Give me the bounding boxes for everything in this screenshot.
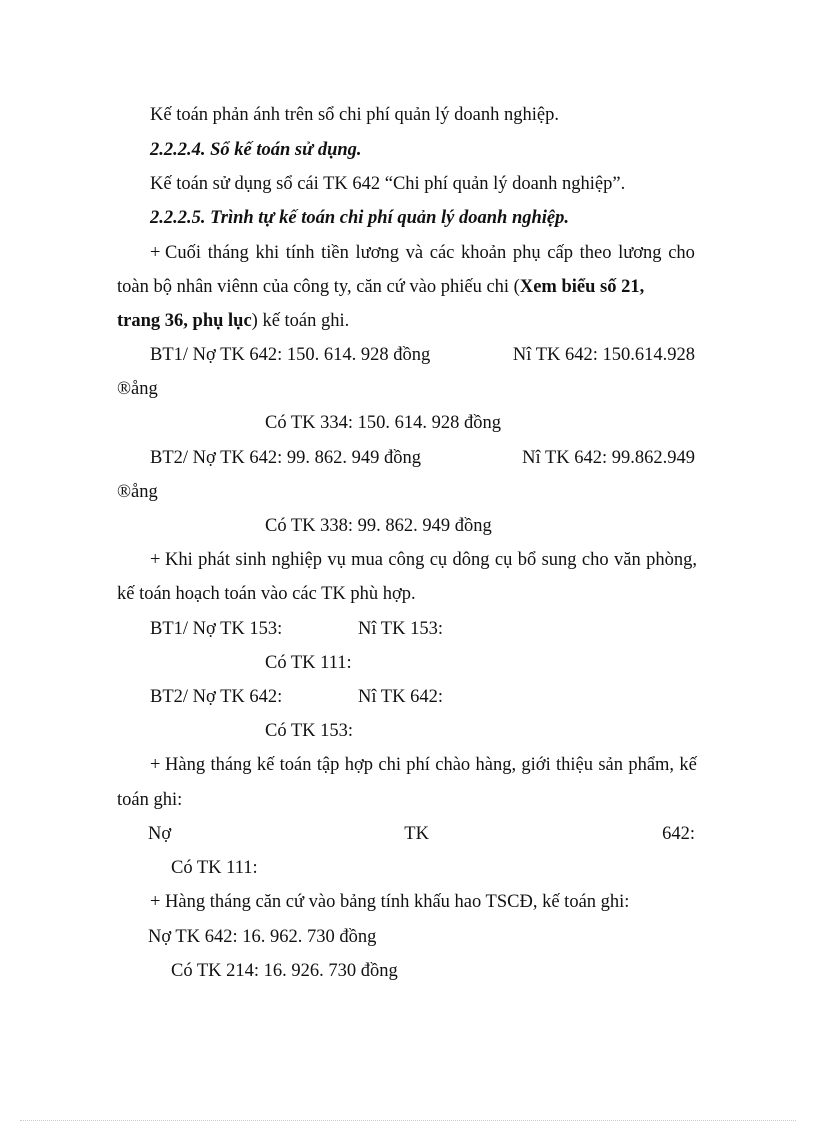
garbled-text: ®ång: [117, 379, 158, 399]
journal-entry: Nợ TK 642: 16. 962. 730 đồng: [148, 927, 377, 947]
journal-entry-credit: Có TK 153:: [265, 721, 354, 741]
justified-line: [148, 822, 695, 846]
word: khoản: [461, 243, 507, 263]
word: tính: [285, 243, 315, 263]
paragraph-line: [117, 275, 695, 299]
word: + Hàng: [150, 755, 206, 775]
section-heading: 2.2.2.5. Trình tự kế toán chi phí quản lý doanh nghiệp.: [150, 208, 570, 228]
word: kế: [256, 755, 275, 775]
paragraph-line: + Hàng tháng căn cứ vào bảng tính khấu hao TSCĐ, kế toán ghi:: [150, 892, 630, 912]
text-span: toàn bộ nhân viênn của công ty, căn cứ vào phiếu chi (: [117, 277, 520, 297]
word: chào: [435, 755, 471, 775]
word: sinh: [235, 550, 267, 570]
journal-entry-credit: Có TK 111:: [171, 858, 258, 878]
text-line: Kế toán sử dụng sổ cái TK 642 “Chi phí quản lý doanh nghiệp”.: [150, 174, 626, 194]
word: cấp: [547, 243, 573, 263]
word: thiệu: [556, 755, 594, 775]
journal-entry: BT2/ Nợ TK 642:: [150, 687, 283, 707]
word: tiền: [321, 243, 349, 263]
word: sung: [541, 550, 577, 570]
paragraph-line: [117, 309, 349, 333]
journal-entry-alt: Nî TK 153:: [358, 619, 443, 639]
word: và: [405, 243, 424, 263]
page-bottom-divider: [20, 1120, 796, 1121]
text-span: Nợ: [148, 824, 172, 844]
word: toán: [279, 755, 312, 775]
word: lương: [618, 243, 662, 263]
word: + Cuối: [150, 243, 202, 263]
journal-entry: BT1/ Nợ TK 153:: [150, 619, 283, 639]
garbled-text: ®ång: [117, 482, 158, 502]
word: lương: [355, 243, 399, 263]
paragraph-line: toán ghi:: [117, 790, 183, 810]
word: tháng: [207, 243, 249, 263]
word: bổ: [517, 550, 537, 570]
word: giới: [521, 755, 551, 775]
journal-entry-credit: Có TK 334: 150. 614. 928 đồng: [265, 413, 502, 433]
word: phát: [198, 550, 231, 570]
word: phẩm,: [628, 755, 675, 775]
word: cho: [581, 550, 609, 570]
journal-entry-credit: Có TK 111:: [265, 653, 352, 673]
word: các: [429, 243, 455, 263]
bold-reference: trang 36, phụ lục: [117, 311, 252, 331]
journal-entry-alt: Nî TK 642: 150.614.928: [512, 345, 695, 365]
word: chi: [378, 755, 401, 775]
text-span: ) kế toán ghi.: [251, 311, 350, 331]
text-span: 642:: [662, 824, 695, 844]
word: dông: [452, 550, 490, 570]
word: phòng,: [646, 550, 697, 570]
word: vụ: [327, 550, 346, 570]
paragraph-line: [150, 753, 697, 777]
paragraph-line: kế toán hoạch toán vào các TK phù hợp.: [117, 584, 416, 604]
journal-entry: BT1/ Nợ TK 642: 150. 614. 928 đồng: [150, 345, 431, 365]
word: kế: [679, 755, 697, 775]
word: tháng: [210, 755, 252, 775]
journal-entry-credit: Có TK 338: 99. 862. 949 đồng: [265, 516, 492, 536]
word: mua: [351, 550, 384, 570]
journal-entry-alt: Nî TK 642:: [358, 687, 443, 707]
section-heading: 2.2.2.4. Sổ kế toán sử dụng.: [150, 140, 362, 160]
paragraph-line: [150, 241, 695, 265]
text-span: TK: [404, 824, 429, 844]
word: theo: [579, 243, 612, 263]
text-line: Kế toán phản ánh trên sổ chi phí quản lý doanh nghiệp.: [150, 105, 559, 125]
bold-reference: Xem biểu số 21,: [519, 277, 645, 297]
word: cụ: [494, 550, 513, 570]
word: sản: [598, 755, 624, 775]
journal-entry-alt: Nî TK 642: 99.862.949: [522, 448, 695, 468]
word: hợp: [344, 755, 374, 775]
word: + Khi: [150, 550, 193, 570]
word: cụ: [429, 550, 448, 570]
word: khi: [255, 243, 280, 263]
word: phí: [406, 755, 430, 775]
word: tập: [316, 755, 340, 775]
journal-entry-credit: Có TK 214: 16. 926. 730 đồng: [171, 961, 398, 981]
word: văn: [613, 550, 641, 570]
journal-entry: BT2/ Nợ TK 642: 99. 862. 949 đồng: [150, 448, 422, 468]
paragraph-line: [150, 548, 697, 572]
word: hàng,: [475, 755, 517, 775]
word: nghiệp: [271, 550, 322, 570]
word: cho: [668, 243, 695, 263]
word: phụ: [512, 243, 541, 263]
word: công: [388, 550, 425, 570]
